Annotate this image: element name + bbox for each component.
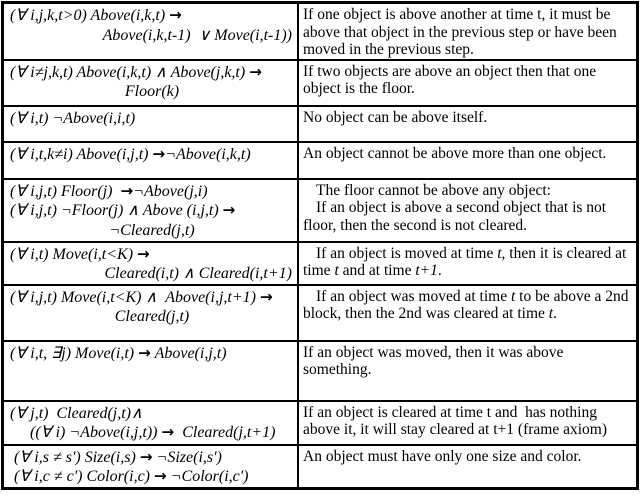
description-text: If two objects are above an object then that one object is the floor. bbox=[303, 62, 597, 97]
description-text: If an object was moved at time t to be above a 2nd block, then the 2nd was cleared at time t. bbox=[303, 287, 629, 322]
description-text: If an object is above a second object that is not floor, then the second is not cleared. bbox=[303, 199, 607, 234]
implies-arrow-icon: → bbox=[120, 181, 134, 200]
formula-cell bbox=[3, 285, 299, 341]
table-row bbox=[3, 106, 638, 142]
description-cell bbox=[298, 106, 638, 142]
formula-line: (∀ i≠j,k,t) Above(i,k,t) ∧ Above(j,k,t) → bbox=[10, 62, 262, 81]
table-row bbox=[3, 285, 638, 341]
description-cell bbox=[298, 242, 638, 285]
formula-line: (∀ i,j,t) Move(i,t<K) ∧ Above(i,j,t+1) → bbox=[10, 287, 273, 306]
formula-cell bbox=[3, 106, 299, 142]
implies-arrow-icon: → bbox=[161, 423, 175, 441]
formula-line: Cleared(j,t) bbox=[114, 308, 190, 325]
formula-line: Above(i,k,t-1) ∨ Move(i,t-1)) bbox=[102, 26, 292, 44]
table-row bbox=[3, 445, 638, 489]
description-text: If an object was moved, then it was above something. bbox=[303, 343, 564, 378]
formula-cell bbox=[3, 179, 299, 242]
table-row bbox=[3, 60, 638, 106]
description-text: An object cannot be above more than one object. bbox=[303, 144, 607, 162]
description-text: The floor cannot be above any object: bbox=[316, 181, 551, 199]
implies-arrow-icon: → bbox=[259, 287, 273, 306]
table-row bbox=[3, 401, 638, 445]
table-row bbox=[3, 179, 638, 242]
formula-line: (∀ j,t) Cleared(j,t)∧ bbox=[10, 404, 143, 422]
formula-line: Floor(k) bbox=[124, 83, 180, 100]
description-cell bbox=[298, 142, 638, 179]
implies-arrow-icon: → bbox=[169, 6, 182, 24]
formula-line: ((∀ i) ¬Above(i,j,t)) → Cleared(j,t+1) bbox=[30, 423, 276, 441]
implies-arrow-icon: → bbox=[139, 447, 153, 466]
formula-cell bbox=[3, 242, 299, 285]
description-cell bbox=[298, 285, 638, 341]
table-row bbox=[3, 3, 638, 60]
table-row bbox=[3, 341, 638, 401]
description-cell bbox=[298, 3, 638, 60]
table-row bbox=[3, 242, 638, 285]
description-cell bbox=[298, 401, 638, 445]
formula-cell bbox=[3, 3, 299, 60]
formula-line: (∀ i,j,t) ¬Floor(j) ∧ Above (i,j,t) → bbox=[10, 201, 236, 219]
formula-line: (∀ i,j,t) Floor(j) →¬Above(j,i) bbox=[10, 181, 208, 200]
description-text: If an object is cleared at time t and has nothing above it, it will stay cleared at t+1 (frame axiom) bbox=[303, 403, 607, 438]
formula-line: ¬Cleared(j,t) bbox=[109, 221, 195, 239]
formula-cell bbox=[3, 60, 299, 106]
table-row bbox=[3, 142, 638, 179]
description-cell bbox=[298, 179, 638, 242]
implies-arrow-icon: → bbox=[138, 343, 151, 362]
axioms-table bbox=[1, 1, 639, 490]
formula-line: (∀ i,t) Move(i,t<K) → bbox=[10, 244, 150, 263]
description-cell bbox=[298, 60, 638, 106]
formula-line: (∀ i,j,k,t>0) Above(i,k,t) → bbox=[10, 6, 182, 24]
description-cell bbox=[298, 341, 638, 401]
description-text: If one object is above another at time t, it must be above that object in the previous step or have been moved in the previous step. bbox=[303, 6, 617, 58]
description-text: No object can be above itself. bbox=[303, 108, 488, 126]
formula-line: (∀ i,t) ¬Above(i,i,t) bbox=[10, 109, 136, 127]
implies-arrow-icon: → bbox=[222, 201, 236, 219]
implies-arrow-icon: → bbox=[137, 244, 150, 263]
description-text: If an object is moved at time t, then it is cleared at time t and at time t+1. bbox=[303, 244, 627, 279]
formula-line: Cleared(i,t) ∧ Cleared(i,t+1) bbox=[104, 265, 292, 282]
formula-cell bbox=[3, 401, 299, 445]
implies-arrow-icon: → bbox=[249, 62, 262, 81]
formula-line: (∀ i,s ≠ s') Size(i,s) → ¬Size(i,s') bbox=[14, 447, 222, 466]
formula-line: (∀ i,t,k≠i) Above(i,j,t) →¬Above(i,k,t) bbox=[10, 144, 251, 163]
formula-line: (∀ i,t, ∃j) Move(i,t) → Above(i,j,t) bbox=[10, 343, 227, 362]
formula-line: (∀ i,c ≠ c') Color(i,c) → ¬Color(i,c') bbox=[14, 467, 249, 485]
description-cell bbox=[298, 445, 638, 489]
formula-cell bbox=[3, 445, 299, 489]
implies-arrow-icon: → bbox=[152, 144, 166, 163]
description-text: An object must have only one size and color. bbox=[303, 447, 582, 465]
implies-arrow-icon: → bbox=[154, 467, 167, 485]
formula-cell bbox=[3, 341, 299, 401]
formula-cell bbox=[3, 142, 299, 179]
